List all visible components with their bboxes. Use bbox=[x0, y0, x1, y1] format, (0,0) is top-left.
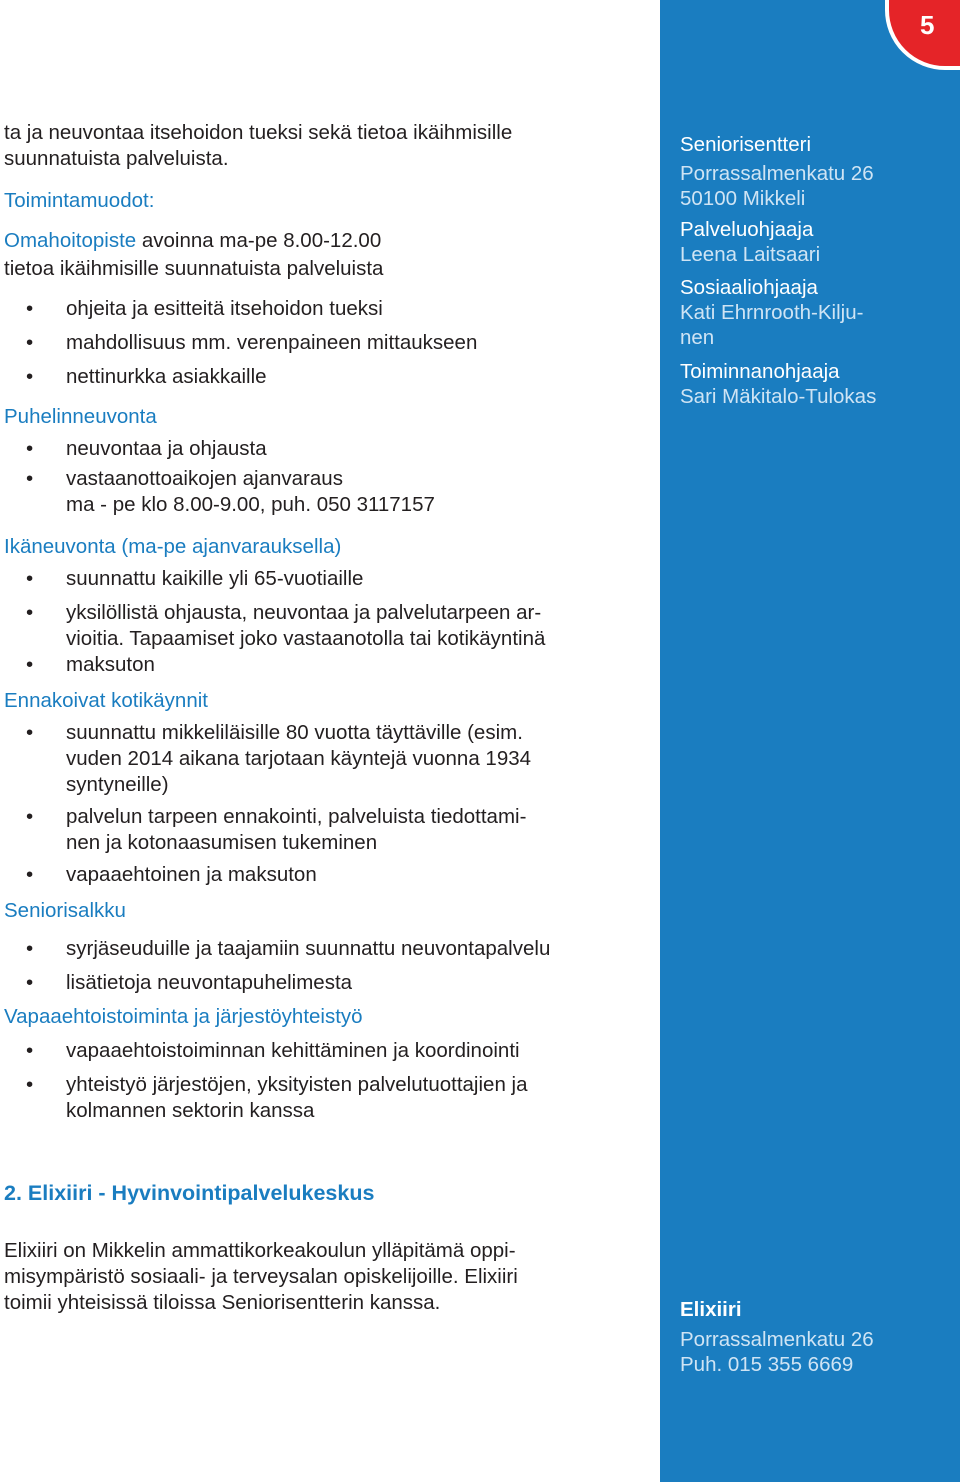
bullet: • bbox=[26, 721, 34, 744]
bullet: • bbox=[26, 331, 34, 354]
list-item-text: syntyneille) bbox=[66, 773, 169, 796]
role-sosiaaliohjaaja: Sosiaaliohjaaja bbox=[680, 276, 818, 299]
list-item-text: suunnattu mikkeliläisille 80 vuotta täyttäville (esim. bbox=[66, 721, 523, 744]
bullet: • bbox=[26, 937, 34, 960]
list-item-text: palvelun tarpeen ennakointi, palveluista tiedottami- bbox=[66, 805, 527, 828]
list-item-text: syrjäseuduille ja taajamiin suunnattu neuvontapalvelu bbox=[66, 937, 551, 960]
ikaneuvonta-heading: Ikäneuvonta (ma-pe ajanvarauksella) bbox=[4, 535, 342, 558]
elixiiri-phone: Puh. 015 355 6669 bbox=[680, 1353, 854, 1376]
bullet: • bbox=[26, 1073, 34, 1096]
bullet: • bbox=[26, 653, 34, 676]
name-sari-makitalo-tulokas: Sari Mäkitalo-Tulokas bbox=[680, 385, 877, 408]
role-toiminnanohjaaja: Toiminnanohjaaja bbox=[680, 360, 840, 383]
seniorisentteri-address: Porrassalmenkatu 26 bbox=[680, 162, 874, 185]
omahoitopiste-hours: avoinna ma-pe 8.00-12.00 bbox=[136, 229, 382, 252]
list-item-text: nen ja kotonaasumisen tukeminen bbox=[66, 831, 378, 854]
bullet: • bbox=[26, 437, 34, 460]
list-item-text bbox=[66, 626, 545, 652]
omahoitopiste-label: Omahoitopiste bbox=[4, 229, 137, 252]
vapaaehtoistoiminta-heading: Vapaaehtoistoiminta ja järjestöyhteistyö bbox=[4, 1005, 363, 1028]
bullet: • bbox=[26, 863, 34, 886]
list-item-text: mahdollisuus mm. verenpaineen mittaukseen bbox=[66, 331, 478, 354]
elixiiri-address: Porrassalmenkatu 26 bbox=[680, 1328, 874, 1351]
list-item-text-part: vioitia. bbox=[66, 627, 125, 650]
section-2-paragraph-line-1: Elixiiri on Mikkelin ammattikorkeakoulun ylläpitämä oppi- bbox=[4, 1239, 516, 1262]
list-item-text: vapaaehtoistoiminnan kehittäminen ja koordinointi bbox=[66, 1039, 520, 1062]
list-item-text: vastaanottoaikojen ajanvaraus bbox=[66, 467, 343, 490]
elixiiri-title: Elixiiri bbox=[680, 1298, 742, 1321]
name-kati-line-2: nen bbox=[680, 326, 715, 349]
toimintamuodot-heading: Toimintamuodot: bbox=[4, 189, 155, 212]
section-2-paragraph-line-2: misympäristö sosiaali- ja terveysalan opiskelijoille. Elixiiri bbox=[4, 1265, 518, 1288]
section-2-paragraph-line-3: toimii yhteisissä tiloissa Seniorisentterin kanssa. bbox=[4, 1291, 441, 1314]
bullet: • bbox=[26, 971, 34, 994]
role-palveluohjaaja: Palveluohjaaja bbox=[680, 218, 814, 241]
name-leena-laitsaari: Leena Laitsaari bbox=[680, 243, 821, 266]
intro-line-1: ta ja neuvontaa itsehoidon tueksi sekä tietoa ikäihmisille bbox=[4, 121, 513, 144]
puhelinneuvonta-heading: Puhelinneuvonta bbox=[4, 405, 157, 428]
list-item-text: maksuton bbox=[66, 653, 155, 676]
bullet: • bbox=[26, 365, 34, 388]
section-2-heading: 2. Elixiiri - Hyvinvointipalvelukeskus bbox=[4, 1181, 375, 1205]
bullet: • bbox=[26, 1039, 34, 1062]
tietoa-line: tietoa ikäihmisille suunnatuista palveluista bbox=[4, 257, 384, 280]
omahoitopiste-line bbox=[4, 228, 381, 254]
list-item-text: vapaaehtoinen ja maksuton bbox=[66, 863, 317, 886]
bullet: • bbox=[26, 467, 34, 490]
name-kati-line-1: Kati Ehrnrooth-Kilju- bbox=[680, 301, 864, 324]
list-item-text: vuden 2014 aikana tarjotaan käyntejä vuonna 1934 bbox=[66, 747, 532, 770]
bullet: • bbox=[26, 601, 34, 624]
list-item-text-part: Tapaamiset joko vastaanotolla tai kotikäyntinä bbox=[124, 627, 546, 650]
intro-line-2: suunnatuista palveluista. bbox=[4, 147, 229, 170]
contact-sidebar bbox=[660, 0, 960, 1482]
page-number: 5 bbox=[920, 10, 935, 40]
list-item-text: ohjeita ja esitteitä itsehoidon tueksi bbox=[66, 297, 383, 320]
list-item-text: yhteistyö järjestöjen, yksityisten palvelutuottajien ja bbox=[66, 1073, 528, 1096]
list-item-text: neuvontaa ja ohjausta bbox=[66, 437, 267, 460]
list-item-text: ma - pe klo 8.00-9.00, puh. 050 3117157 bbox=[66, 493, 435, 516]
ennakoivat-heading: Ennakoivat kotikäynnit bbox=[4, 689, 208, 712]
bullet: • bbox=[26, 297, 34, 320]
bullet: • bbox=[26, 805, 34, 828]
seniorisentteri-title: Seniorisentteri bbox=[680, 133, 812, 156]
bullet: • bbox=[26, 567, 34, 590]
list-item-text: yksilöllistä ohjausta, neuvontaa ja palvelutarpeen ar- bbox=[66, 601, 542, 624]
seniorisalkku-heading: Seniorisalkku bbox=[4, 899, 126, 922]
list-item-text: suunnattu kaikille yli 65-vuotiaille bbox=[66, 567, 364, 590]
list-item-text: kolmannen sektorin kanssa bbox=[66, 1099, 315, 1122]
list-item-text: nettinurkka asiakkaille bbox=[66, 365, 267, 388]
list-item-text: lisätietoja neuvontapuhelimesta bbox=[66, 971, 353, 994]
seniorisentteri-postal: 50100 Mikkeli bbox=[680, 187, 806, 210]
